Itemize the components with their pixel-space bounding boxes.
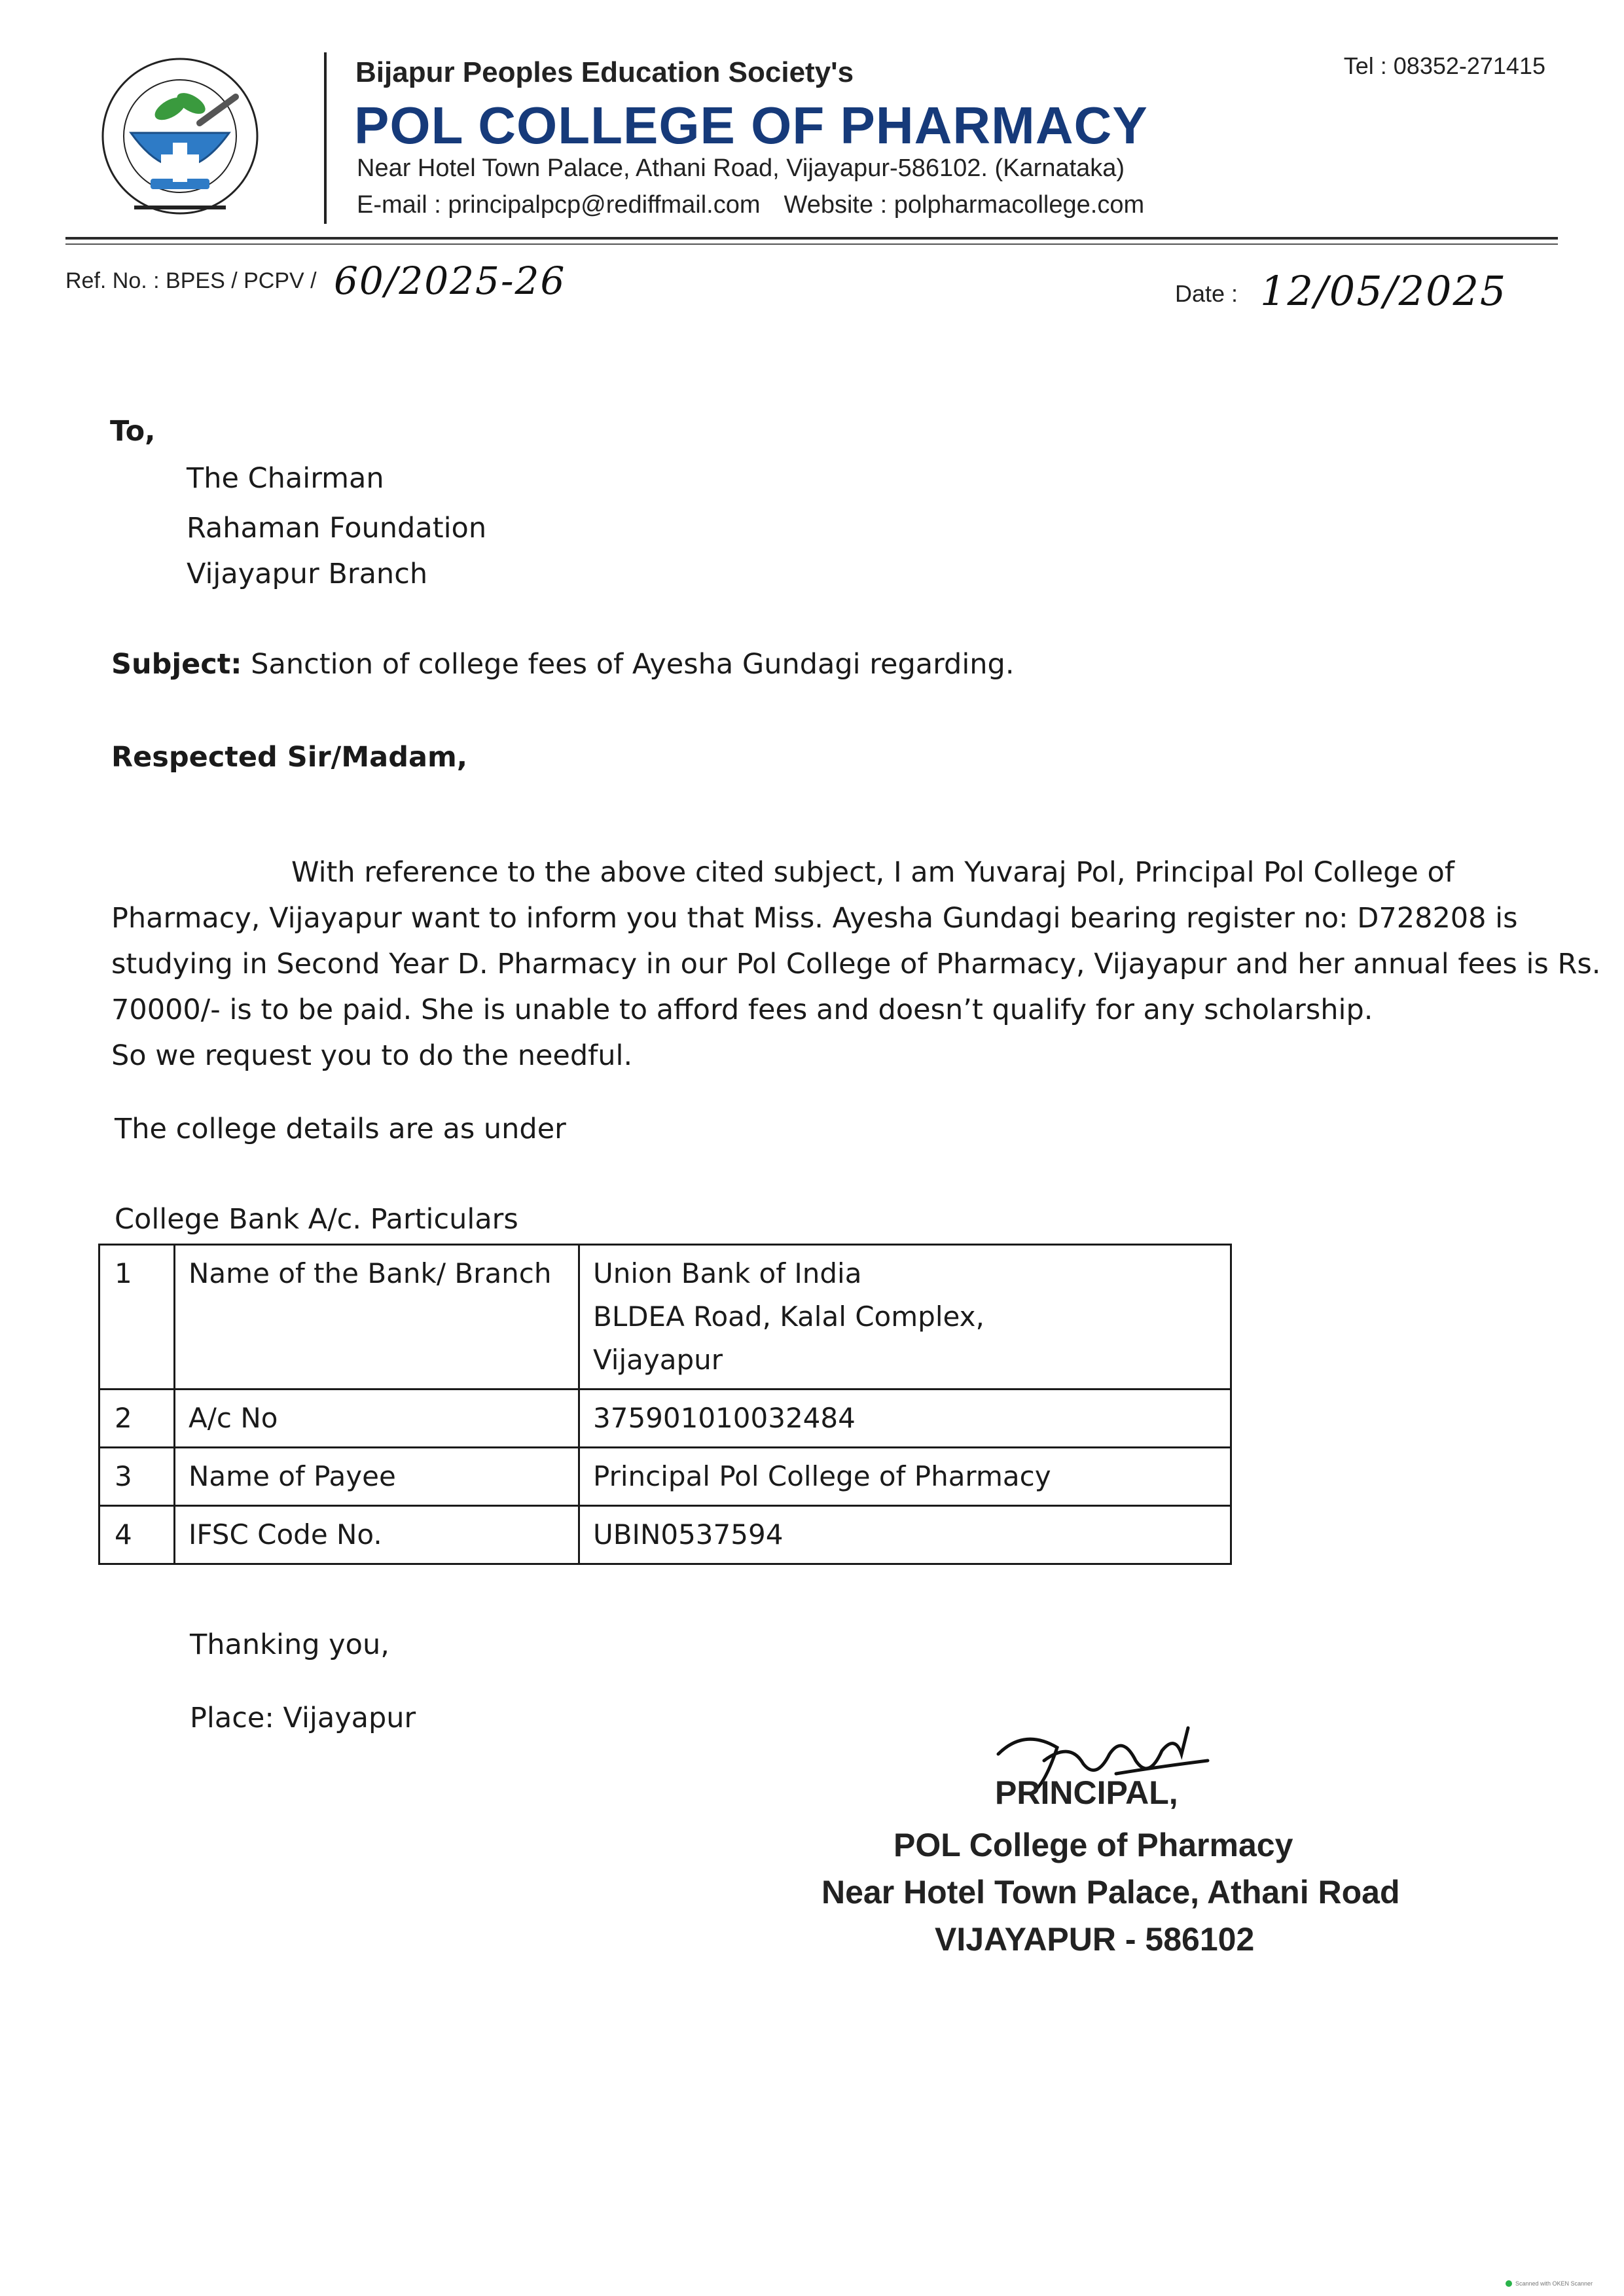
row-number: 4: [99, 1506, 175, 1564]
contact-line: [357, 191, 1144, 219]
row-label: A/c No: [175, 1390, 579, 1448]
recipient-line: Rahaman Foundation: [187, 512, 487, 545]
row-label: Name of Payee: [175, 1448, 579, 1506]
row-number: 3: [99, 1448, 175, 1506]
society-name: Bijapur Peoples Education Society's: [355, 56, 854, 88]
table-row: [99, 1448, 1231, 1506]
row-label: IFSC Code No.: [175, 1506, 579, 1564]
stamp-line: Near Hotel Town Palace, Athani Road: [821, 1874, 1400, 1910]
recipient-line: Vijayapur Branch: [187, 558, 428, 590]
header-divider: [324, 52, 327, 224]
to-label: To,: [110, 415, 156, 448]
body-line: studying in Second Year D. Pharmacy in our Pol College of Pharmacy, Vijayapur and her annual fees is Rs.: [111, 948, 1601, 980]
details-intro: The college details are as under: [115, 1113, 566, 1145]
body-line: Pharmacy, Vijayapur want to inform you that Miss. Ayesha Gundagi bearing register no: D728208 is: [111, 902, 1518, 935]
reference-label: Ref. No. : BPES / PCPV /: [65, 268, 317, 293]
table-row: [99, 1506, 1231, 1564]
body-line: 70000/- is to be paid. She is unable to afford fees and doesn’t qualify for any scholarship.: [111, 994, 1373, 1026]
body-line: So we request you to do the needful.: [111, 1039, 633, 1072]
row-value: UBIN0537594: [579, 1506, 1231, 1564]
bank-table-title: College Bank A/c. Particulars: [115, 1203, 518, 1236]
letter-body: [111, 850, 1601, 1079]
college-address: Near Hotel Town Palace, Athani Road, Vijayapur-586102. (Karnataka): [357, 154, 1125, 182]
letter-date: 12/05/2025: [1260, 267, 1507, 315]
row-value: 375901010032484: [579, 1390, 1231, 1448]
date-label: Date :: [1175, 280, 1238, 307]
college-name: POL COLLEGE OF PHARMACY: [354, 96, 1148, 154]
scanner-note: Scanned with OKEN Scanner: [1515, 2280, 1593, 2287]
row-value: Union Bank of India BLDEA Road, Kalal Complex, Vijayapur: [579, 1245, 1231, 1390]
stamp-line: POL College of Pharmacy: [893, 1827, 1293, 1863]
closing-thanks: Thanking you,: [190, 1628, 389, 1661]
subject-label: Subject:: [111, 648, 242, 681]
row-value: Principal Pol College of Pharmacy: [579, 1448, 1231, 1506]
row-number: 1: [99, 1245, 175, 1390]
signatory-title: PRINCIPAL,: [995, 1774, 1178, 1811]
row-number: 2: [99, 1390, 175, 1448]
website: Website : polpharmacollege.com: [784, 191, 1145, 219]
college-logo: [72, 51, 288, 226]
telephone: Tel : 08352-271415: [1343, 52, 1545, 79]
subject-line: [111, 648, 1015, 681]
recipient-line: The Chairman: [187, 462, 384, 495]
header-rule: [65, 237, 1558, 240]
bank-details-table: [98, 1244, 1232, 1565]
reference-number: 60/2025-26: [334, 259, 566, 303]
body-line: With reference to the above cited subject, I am Yuvaraj Pol, Principal Pol College of: [291, 856, 1454, 889]
header-rule-thin: [65, 243, 1558, 245]
salutation: Respected Sir/Madam,: [111, 741, 468, 774]
email: E-mail : principalpcp@rediffmail.com: [357, 191, 761, 219]
table-row: [99, 1390, 1231, 1448]
scanner-icon: [1506, 2280, 1512, 2287]
row-label: Name of the Bank/ Branch: [175, 1245, 579, 1390]
subject-text: Sanction of college fees of Ayesha Gundagi regarding.: [242, 648, 1015, 681]
stamp-line: VIJAYAPUR - 586102: [935, 1921, 1255, 1958]
table-row: [99, 1245, 1231, 1390]
closing-place: Place: Vijayapur: [190, 1702, 416, 1734]
